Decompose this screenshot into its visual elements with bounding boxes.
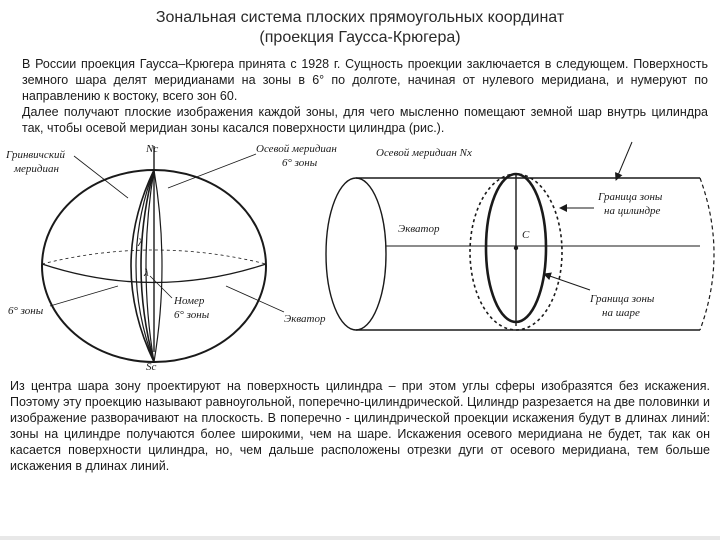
cylinder-right-end [700, 178, 714, 330]
arrow-border-sphere [544, 274, 590, 290]
label-border-sphere-2: на шаре [602, 307, 640, 319]
label-number-1: Номер [174, 295, 205, 307]
meridian-5 [154, 170, 162, 362]
label-border-sphere-1: Граница зоны [590, 293, 655, 305]
bottom-divider [0, 536, 720, 540]
body-paragraph: Из центра шара зону проектируют на поверхность цилиндра – при этом углы сферы изобразятся без искажения. Поэтому эту проекцию называют равноугольной, поперечно-цилиндрической. Цилиндр разрезается на две половинки и изображение разворачивают на плоскость. В поперечно - цилиндрической проекции искажения будут в длинах линий: зоны на цилиндре получаются более широкими, чем на шаре. Искажения осевого меридиана не будет, так как он касается поверхности цилиндра, но, чем дальше расположены отрезки дуги от осевого меридиана, тем больше искажения в длинах линий. [10, 379, 710, 473]
label-border-cylinder-2: на цилиндре [604, 205, 661, 217]
label-c: C [522, 229, 530, 241]
label-equator-cylinder: Экватор [398, 223, 440, 235]
sphere-diagram [5, 143, 337, 373]
intro-paragraph [22, 56, 708, 136]
label-zone6: 6° зоны [8, 305, 44, 317]
arrow-axial [616, 142, 632, 180]
label-greenwich-1: Гринвичский [6, 149, 65, 161]
intro-text-1: В России проекция Гаусса–Крюгера принята с 1928 г. Сущность проекции заключается в следующем. Поверхность земного шара делят меридианами на зоны в 6° по долготе, начиная от нулевого меридиана, и нумеруют по направлению к востоку, всего зон 60. [22, 57, 708, 103]
label-number-2: 6° зоны [174, 309, 210, 321]
cylinder-left-end [326, 178, 386, 330]
title-line-2: (проекция Гаусса-Крюгера) [259, 29, 461, 46]
meridian-2 [136, 170, 154, 362]
point-c [514, 246, 518, 250]
label-axial-nx: Осевой меридиан Nx [376, 147, 472, 159]
title-line-1: Зональная система плоских прямоугольных координат [155, 9, 565, 26]
greek-phi: λ [144, 267, 149, 279]
intro-text-2: Далее получают плоские изображения каждой зоны, для чего мысленно помещают земной шар внутрь цилиндра так, чтобы осевой меридиан зоны касался поверхности цилиндра (рис.). [22, 105, 708, 135]
label-axial-1: Осевой меридиан [256, 143, 337, 155]
label-greenwich-2: меридиан [14, 163, 59, 175]
greek-lambda: λ [138, 237, 143, 249]
page-title [0, 8, 720, 48]
leader-zone [50, 286, 118, 306]
label-nc: Nc [146, 143, 159, 155]
label-border-cylinder-1: Граница зоны [598, 191, 663, 203]
label-sc: Sc [146, 361, 157, 373]
cylinder-diagram [326, 142, 714, 330]
label-axial-2: 6° зоны [282, 157, 318, 169]
gauss-kruger-figure [0, 136, 720, 376]
label-equator-sphere: Экватор [284, 313, 326, 325]
meridian-1 [131, 170, 154, 362]
